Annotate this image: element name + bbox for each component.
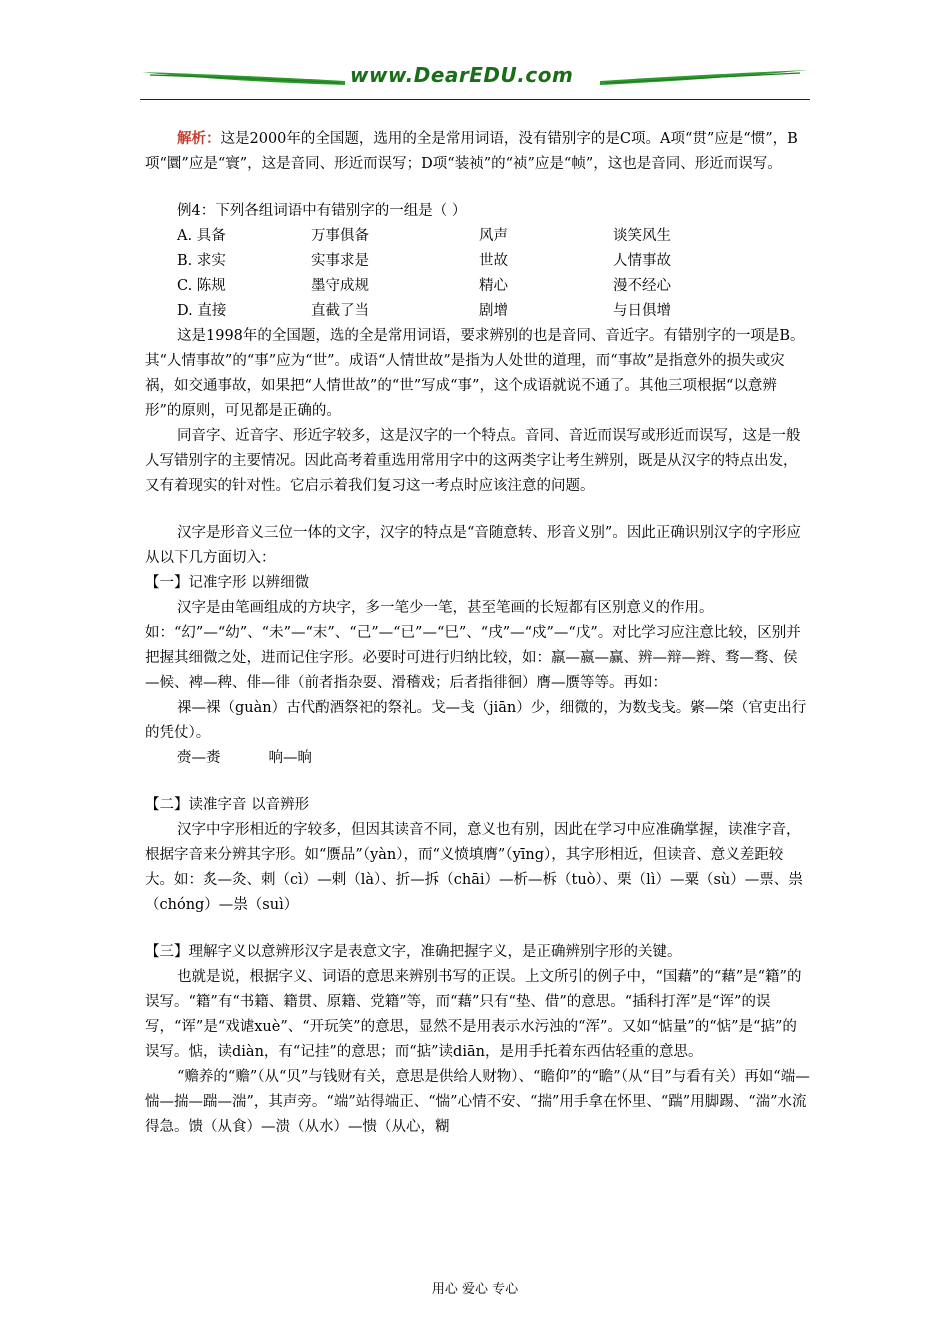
example4-question: 例4：下列各组词语中有错别字的一组是（ ） bbox=[177, 203, 467, 219]
analysis-paragraph bbox=[145, 126, 810, 177]
option-row-c bbox=[145, 274, 810, 299]
option-cell: 墨守成规 bbox=[311, 278, 369, 294]
option-cell: D. 直接 bbox=[177, 303, 227, 319]
option-cell: A. 具备 bbox=[177, 228, 226, 244]
option-cell: 世故 bbox=[479, 253, 508, 269]
pair-item: 赍—赉 bbox=[177, 750, 221, 766]
option-cell: C. 陈规 bbox=[177, 278, 226, 294]
option-cell: 谈笑风生 bbox=[613, 228, 671, 244]
option-cell: 实事求是 bbox=[311, 253, 369, 269]
option-cell: 与日俱增 bbox=[613, 303, 671, 319]
analysis-text: 这是2000年的全国题，选用的全是常用词语，没有错别字的是C项。A项“贯”应是“惯”，B项“圜”应是“寰”，这是音同、形近而误写；D项“装祯”的“祯”应是“帧”，这也是音同、形近而误写。 bbox=[145, 131, 798, 172]
option-row-b bbox=[145, 249, 810, 274]
section3-heading: 【三】理解字义以意辨形汉字是表意文字，准确把握字义，是正确辨别字形的关键。 bbox=[145, 944, 682, 960]
option-cell: 万事俱备 bbox=[311, 228, 369, 244]
section1-body: 汉字是由笔画组成的方块字，多一笔少一笔，甚至笔画的长短都有区别意义的作用。如：“幻”—“幼”、“未”—“末”、“己”—“已”—“巳”、“戌”—“戍”—“戊”。对比学习应注意比较，区别并把握其细微之处，进而记住字形。必要时可进行归纳比较，如：羸—嬴—赢、辨—辩—辫、骛—骛、侯—候、裨—稗、俳—徘（前者指杂耍、滑稽戏；后者指徘徊）膺—赝等等。再如： bbox=[145, 600, 801, 691]
section2-body: 汉字中字形相近的字较多，但因其读音不同，意义也有别，因此在学习中应准确掌握，读准字音，根据字音来分辨其字形。如“赝品”（yàn），而“义愤填膺”（yīng），其字形相近，但读音、意义差距较大。如：炙—灸、刺（cì）—剌（là）、折—拆（chāi）—析—柝（tuò）、栗（lì）—粟（sù）—票、祟（chóng）—祟（suì） bbox=[145, 822, 803, 913]
spacer bbox=[145, 918, 810, 940]
section1-pairs bbox=[145, 746, 810, 771]
option-row-a bbox=[145, 224, 810, 249]
header-rule bbox=[140, 99, 810, 100]
site-header bbox=[140, 60, 810, 100]
section3-body2: “赡养的“赡”（从“贝”与钱财有关，意思是供给人财物）、“瞻仰”的“瞻”（从“目”与看有关）再如“端—惴—揣—踹—湍”，其声旁。“端”站得端正、“惴”心情不安、“揣”用手拿在怀里、“踹”用脚踢、“湍”水流得急。馈（从食）—溃（从水）—愦（从心，糊 bbox=[145, 1069, 810, 1135]
section1-heading: 【一】记准字形 以辨细微 bbox=[145, 575, 310, 591]
analysis-label: 解析： bbox=[177, 130, 221, 147]
section3-body: 也就是说，根据字义、词语的意思来辨别书写的正误。上文所引的例子中，“国藉”的“藉”是“籍”的误写。“籍”有“书籍、籍贯、原籍、党籍”等，而“藉”只有“垫、借”的意思。“插科打浑”是“诨”的误写，“诨”是“戏谑xuè”、“开玩笑”的意思，显然不是用表示水污浊的“浑”。又如“惦量”的“惦”是“掂”的误写。惦，读diàn，有“记挂”的意思；而“掂”读diān，是用手托着东西估轻重的意思。 bbox=[145, 969, 802, 1060]
option-cell: 剧增 bbox=[479, 303, 508, 319]
option-cell: 漫不经心 bbox=[613, 278, 671, 294]
example4-explanation: 这是1998年的全国题，选的全是常用词语，要求辨别的也是音同、音近字。有错别字的一项是B。其“人情事故”的“事”应为“世”。成语“人情世故”是指为人处世的道理，而“事故”是指意外的损失或灾祸，如交通事故，如果把“人情世故”的“世”写成“事”，这个成语就说不通了。其他三项根据“以意辨形”的原则，可见都是正确的。 bbox=[145, 328, 805, 419]
option-cell: 风声 bbox=[479, 228, 508, 244]
brand-name[interactable]: www.DearEDU.com bbox=[350, 63, 574, 87]
example4-summary: 同音字、近音字、形近字较多，这是汉字的一个特点。音同、音近而误写或形近而误写，这是一般人写错别字的主要情况。因此高考着重选用常用字中的这两类字让考生辨别，既是从汉字的特点出发，又有着现实的针对性。它启示着我们复习这一考点时应该注意的问题。 bbox=[145, 428, 801, 494]
spacer bbox=[145, 177, 810, 199]
option-cell: 人情事故 bbox=[613, 253, 671, 269]
section2-heading: 【二】读准字音 以音辨形 bbox=[145, 797, 310, 813]
option-row-d bbox=[145, 299, 810, 324]
pair-item: 响—晌 bbox=[268, 750, 312, 766]
page-footer: 用心 爱心 专心 bbox=[431, 1282, 519, 1297]
option-cell: 直截了当 bbox=[311, 303, 369, 319]
option-cell: B. 求实 bbox=[177, 253, 226, 269]
spacer bbox=[145, 499, 810, 521]
spacer bbox=[145, 771, 810, 793]
document-body bbox=[145, 126, 810, 1140]
section1-body2: 祼—裸（guàn）古代酌酒祭祀的祭礼。戈—戋（jiān）少，细微的，为数戋戋。綮—棨（官吏出行的凭仗）。 bbox=[145, 700, 807, 741]
option-cell: 精心 bbox=[479, 278, 508, 294]
intro-paragraph: 汉字是形音义三位一体的文字，汉字的特点是“音随意转、形音义别”。因此正确识别汉字的字形应从以下几方面切入： bbox=[145, 525, 801, 566]
